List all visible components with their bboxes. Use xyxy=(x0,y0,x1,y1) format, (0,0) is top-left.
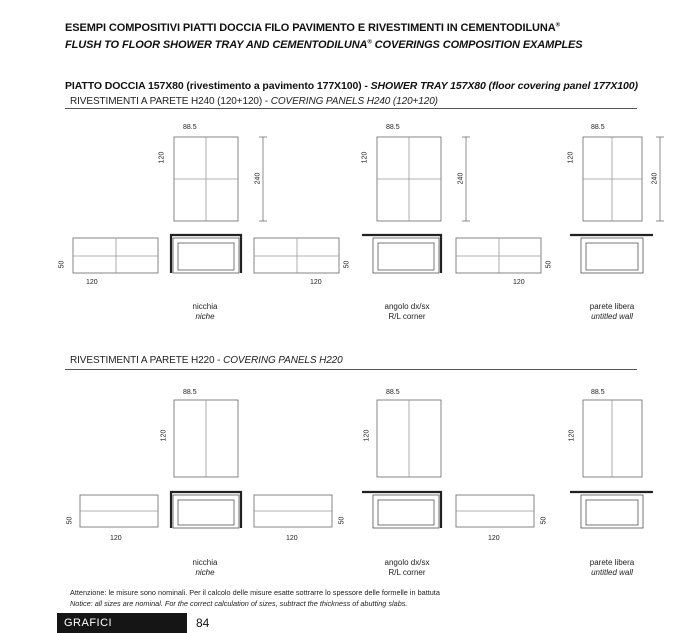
dim-height240-niche: 240 xyxy=(254,172,262,185)
note-italian: Attenzione: le misure sono nominali. Per il calcolo delle misure esatte sottrarre lo spessore delle formelle in battuta xyxy=(70,588,440,597)
dim-length-niche-left-h240: 120 xyxy=(86,279,98,286)
side-wall-plan-niche-right-h240 xyxy=(254,238,339,273)
caption-corner-h220: angolo dx/sx R/L corner xyxy=(384,558,430,577)
page-number: 84 xyxy=(196,616,210,630)
wall-elevation-niche-h240 xyxy=(174,137,238,221)
dim-depth-niche-right-h220: 50 xyxy=(338,516,346,525)
title-english: FLUSH TO FLOOR SHOWER TRAY AND CEMENTODILUNA® COVERINGS COMPOSITION EXAMPLES xyxy=(65,39,583,51)
caption-free-h240: parete libera untitled wall xyxy=(589,302,635,321)
caption-free-h220: parete libera untitled wall xyxy=(589,558,635,577)
side-wall-plan-niche-left-h240 xyxy=(73,238,158,273)
dim-depth-niche-left-h240: 50 xyxy=(58,260,66,269)
side-wall-plan-niche-right-h220 xyxy=(254,495,332,527)
dim-length-niche-right-h220: 120 xyxy=(286,535,298,542)
dim-depth-niche-right-h240: 50 xyxy=(343,260,351,269)
wall-elevation-free-h240 xyxy=(583,137,642,221)
title-italian: ESEMPI COMPOSITIVI PIATTI DOCCIA FILO PAVIMENTO E RIVESTIMENTI IN CEMENTODILUNA® xyxy=(65,22,560,34)
shower-tray-plan-corner-h240 xyxy=(362,235,441,273)
caption-niche-h220: nicchia niche xyxy=(192,558,218,577)
shower-tray-subtitle: PIATTO DOCCIA 157X80 (rivestimento a pavimento 177X100) - SHOWER TRAY 157X80 (floor covering panel 177X100) xyxy=(65,80,638,92)
shower-tray-plan-free-h220 xyxy=(570,492,653,528)
caption-niche-h240: nicchia niche xyxy=(192,302,218,321)
shower-tray-plan-corner-h220 xyxy=(362,492,441,528)
dim-length-niche-left-h220: 120 xyxy=(110,535,122,542)
section-heading-h220: RIVESTIMENTI A PARETE H220 - COVERING PANELS H220 xyxy=(70,355,343,366)
side-wall-plan-corner-h240 xyxy=(456,238,541,273)
section-heading-h240: RIVESTIMENTI A PARETE H240 (120+120) - COVERING PANELS H240 (120+120) xyxy=(70,96,438,107)
dim-depth-corner-h240: 50 xyxy=(545,260,553,269)
shower-tray-plan-niche-h240 xyxy=(171,235,241,273)
wall-elevation-corner-h220 xyxy=(377,400,441,477)
wall-elevation-niche-h220 xyxy=(174,400,238,477)
note-english: Notice: all sizes are nominal. For the correct calculation of sizes, subtract the thickness of abutting slabs. xyxy=(70,599,408,608)
dim-height240-corner: 240 xyxy=(457,172,465,185)
dim-length-corner-h220: 120 xyxy=(488,535,500,542)
side-wall-plan-niche-left-h220 xyxy=(80,495,158,527)
dim-height120-corner-h240: 120 xyxy=(361,151,369,164)
dim-height240-free: 240 xyxy=(651,172,659,185)
caption-corner-h240: angolo dx/sx R/L corner xyxy=(384,302,430,321)
dim-height120-free-h220: 120 xyxy=(568,429,576,442)
shower-tray-plan-free-h240 xyxy=(570,235,653,273)
dim-height120-free-h240: 120 xyxy=(567,151,575,164)
dim-height120-niche-h220: 120 xyxy=(160,429,168,442)
dim-length-corner-h240: 120 xyxy=(513,279,525,286)
dim-depth-corner-h220: 50 xyxy=(540,516,548,525)
wall-elevation-corner-h240 xyxy=(377,137,441,221)
dim-depth-niche-left-h220: 50 xyxy=(66,516,74,525)
footer-section-label: GRAFICI xyxy=(64,617,113,629)
dim-width-corner-h220: 88.5 xyxy=(386,389,400,396)
shower-tray-plan-niche-h220 xyxy=(171,492,241,528)
dim-width-free-h240: 88.5 xyxy=(591,124,605,131)
dim-width-free-h220: 88.5 xyxy=(591,389,605,396)
side-wall-plan-corner-h220 xyxy=(456,495,534,527)
dim-length-niche-right-h240: 120 xyxy=(310,279,322,286)
dim-width-niche-h220: 88.5 xyxy=(183,389,197,396)
dim-width-corner-h240: 88.5 xyxy=(386,124,400,131)
dim-width-niche-h240: 88.5 xyxy=(183,124,197,131)
dim-height120-corner-h220: 120 xyxy=(363,429,371,442)
dim-height120-niche-h240: 120 xyxy=(158,151,166,164)
wall-elevation-free-h220 xyxy=(583,400,642,477)
